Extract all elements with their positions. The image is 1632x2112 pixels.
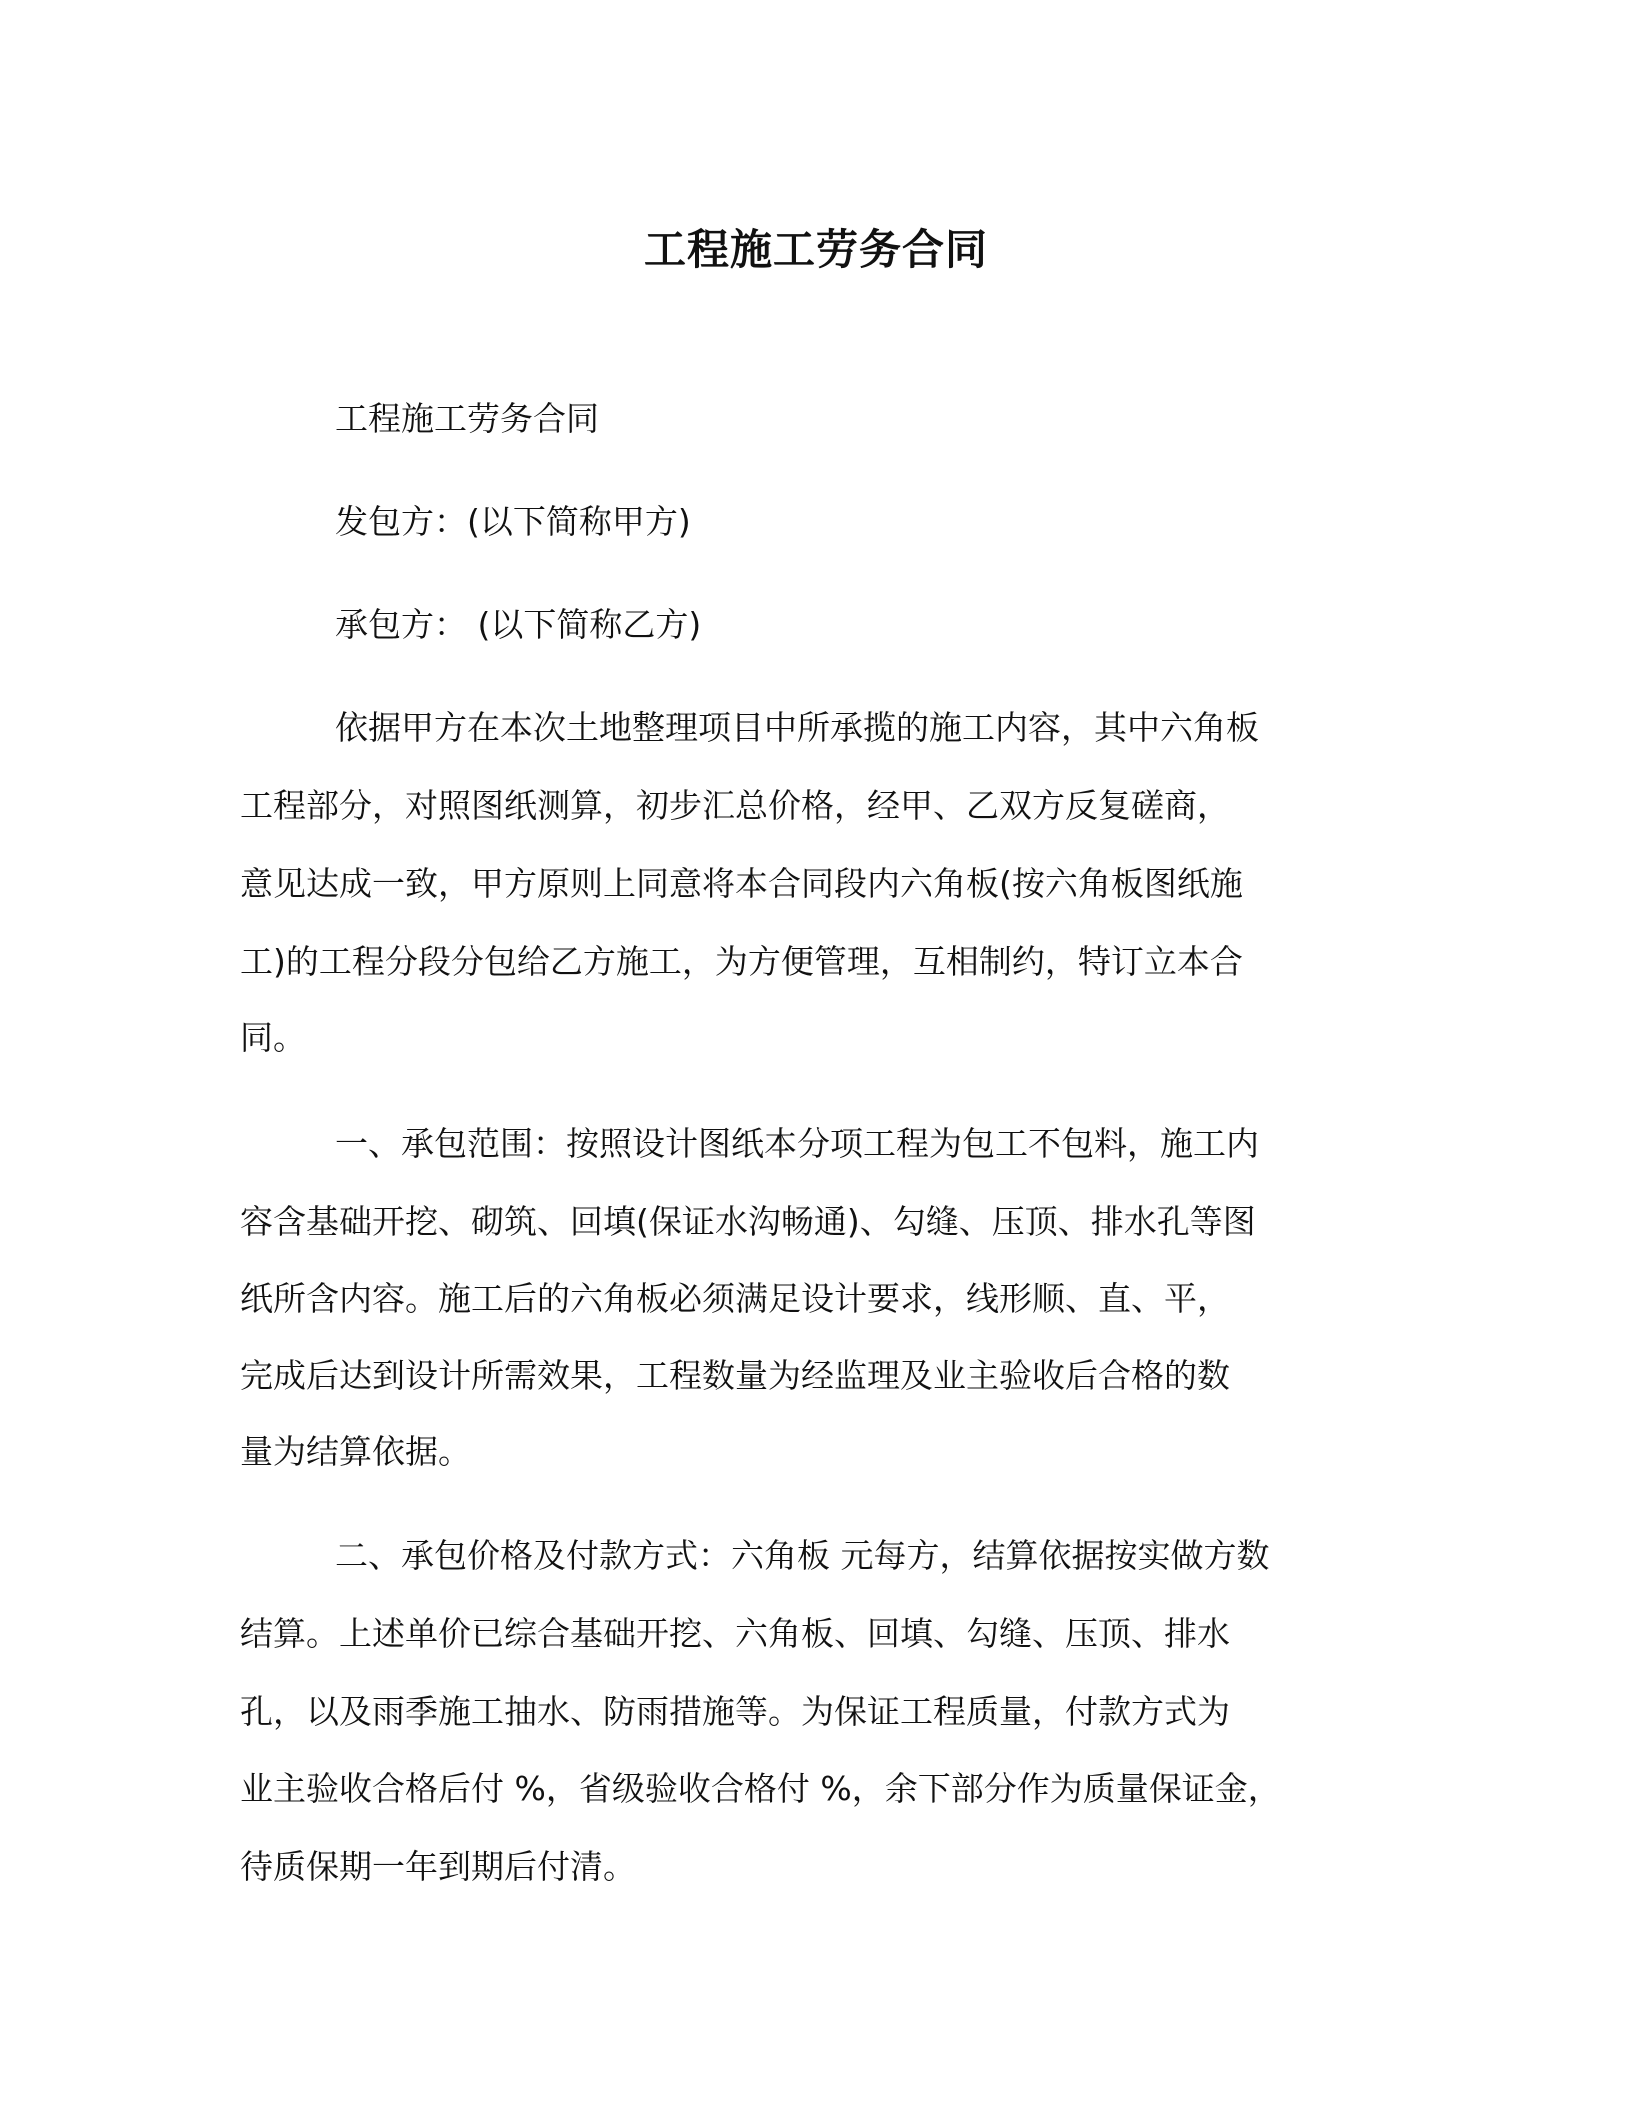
paragraph-line: 结算。上述单价已综合基础开挖、六角板、回填、勾缝、压顶、排水 bbox=[240, 1614, 1230, 1653]
paragraph-line: 工程部分，对照图纸测算，初步汇总价格，经甲、乙双方反复磋商， bbox=[240, 786, 1230, 825]
paragraph-line: 同。 bbox=[240, 1018, 306, 1057]
paragraph-line: 工)的工程分段分包给乙方施工，为方便管理，互相制约，特订立本合 bbox=[240, 942, 1243, 981]
paragraph-line: 依据甲方在本次土地整理项目中所承揽的施工内容，其中六角板 bbox=[335, 708, 1259, 747]
paragraph-line: 量为结算依据。 bbox=[240, 1432, 471, 1471]
party-a-line: 发包方：(以下简称甲方) bbox=[335, 502, 691, 541]
contract-heading: 工程施工劳务合同 bbox=[335, 399, 599, 438]
paragraph-line: 完成后达到设计所需效果，工程数量为经监理及业主验收后合格的数 bbox=[240, 1356, 1230, 1395]
paragraph-line: 待质保期一年到期后付清。 bbox=[240, 1847, 636, 1886]
paragraph-line: 业主验收合格后付 %，省级验收合格付 %，余下部分作为质量保证金， bbox=[240, 1769, 1281, 1808]
paragraph-line: 容含基础开挖、砌筑、回填(保证水沟畅通)、勾缝、压顶、排水孔等图 bbox=[240, 1202, 1256, 1241]
paragraph-line: 孔，以及雨季施工抽水、防雨措施等。为保证工程质量，付款方式为 bbox=[240, 1692, 1230, 1731]
paragraph-line: 纸所含内容。施工后的六角板必须满足设计要求，线形顺、直、平， bbox=[240, 1279, 1230, 1318]
paragraph-line: 意见达成一致，甲方原则上同意将本合同段内六角板(按六角板图纸施 bbox=[240, 864, 1243, 903]
paragraph-line: 二、承包价格及付款方式：六角板 元每方，结算依据按实做方数 bbox=[335, 1536, 1270, 1575]
document-title: 工程施工劳务合同 bbox=[643, 225, 988, 274]
party-b-line: 承包方： (以下简称乙方) bbox=[335, 605, 702, 644]
paragraph-line: 一、承包范围：按照设计图纸本分项工程为包工不包料，施工内 bbox=[335, 1124, 1259, 1163]
